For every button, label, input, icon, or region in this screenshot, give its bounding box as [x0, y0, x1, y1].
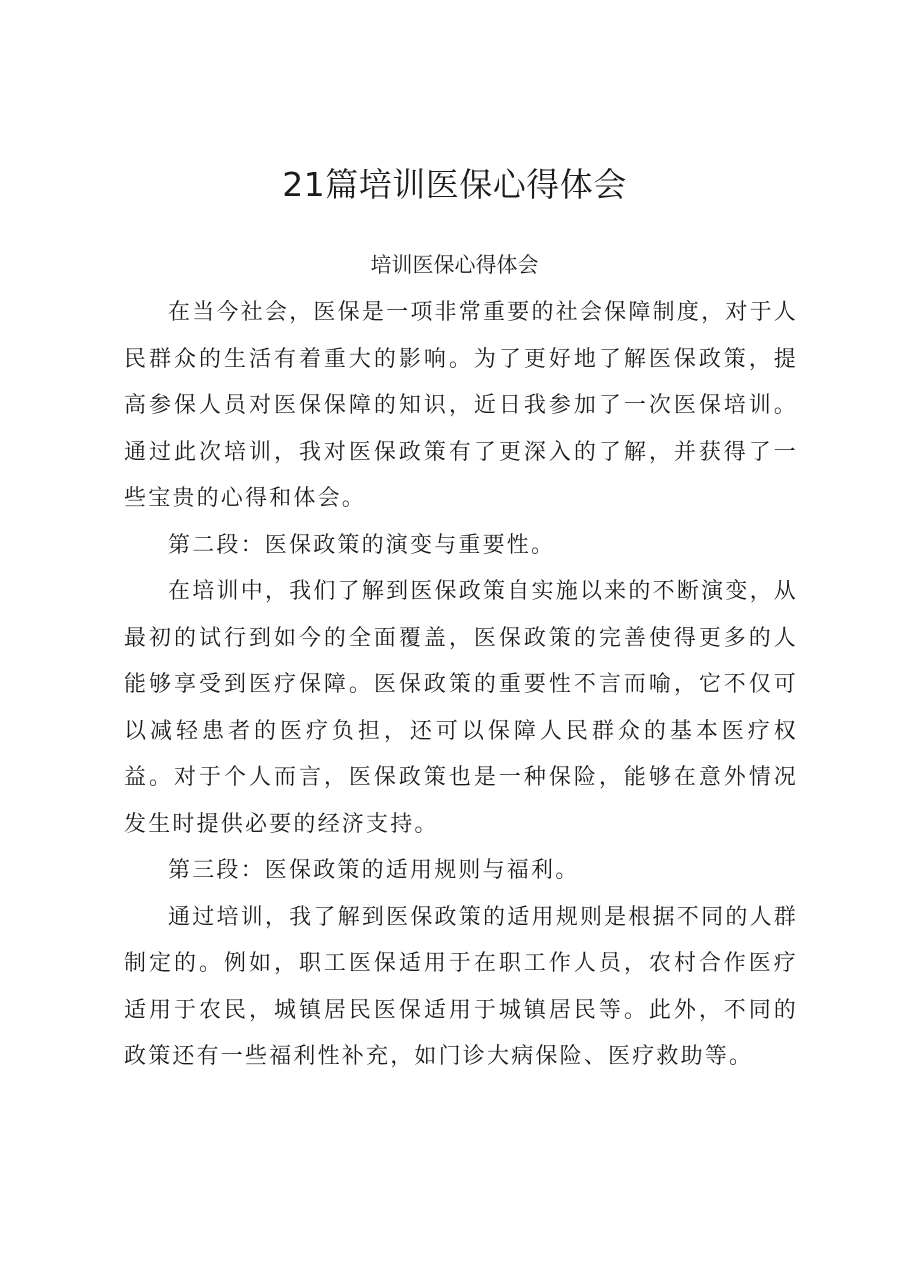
- paragraph-policy-evolution: 在培训中，我们了解到医保政策自实施以来的不断演变，从最初的试行到如今的全面覆盖，医保政策的完善使得更多的人能够享受到医疗保障。医保政策的重要性不言而喻，它不仅可以减轻患者的医疗负担，还可以保障人民群众的基本医疗权益。对于个人而言，医保政策也是一种保险，能够在意外情况发生时提供必要的经济支持。: [124, 579, 798, 837]
- paragraph-intro: 在当今社会，医保是一项非常重要的社会保障制度，对于人民群众的生活有着重大的影响。为了更好地了解医保政策，提高参保人员对医保保障的知识，近日我参加了一次医保培训。通过此次培训，我对医保政策有了更深入的了解，并获得了一些宝贵的心得和体会。: [124, 300, 798, 511]
- document-body: [124, 290, 798, 1081]
- document-subtitle: 培训医保心得体会: [370, 253, 539, 277]
- paragraph-heading-3: 第三段：医保政策的适用规则与福利。: [168, 858, 580, 883]
- document-title: 21篇培训医保心得体会: [282, 165, 627, 204]
- paragraph-heading-2: 第二段：医保政策的演变与重要性。: [168, 532, 556, 558]
- paragraph-policy-rules: 通过培训，我了解到医保政策的适用规则是根据不同的人群制定的。例如，职工医保适用于在职工作人员，农村合作医疗适用于农民，城镇居民医保适用于城镇居民等。此外，不同的政策还有一些福利性补充，如门诊大病保险、医疗救助等。: [124, 904, 798, 1069]
